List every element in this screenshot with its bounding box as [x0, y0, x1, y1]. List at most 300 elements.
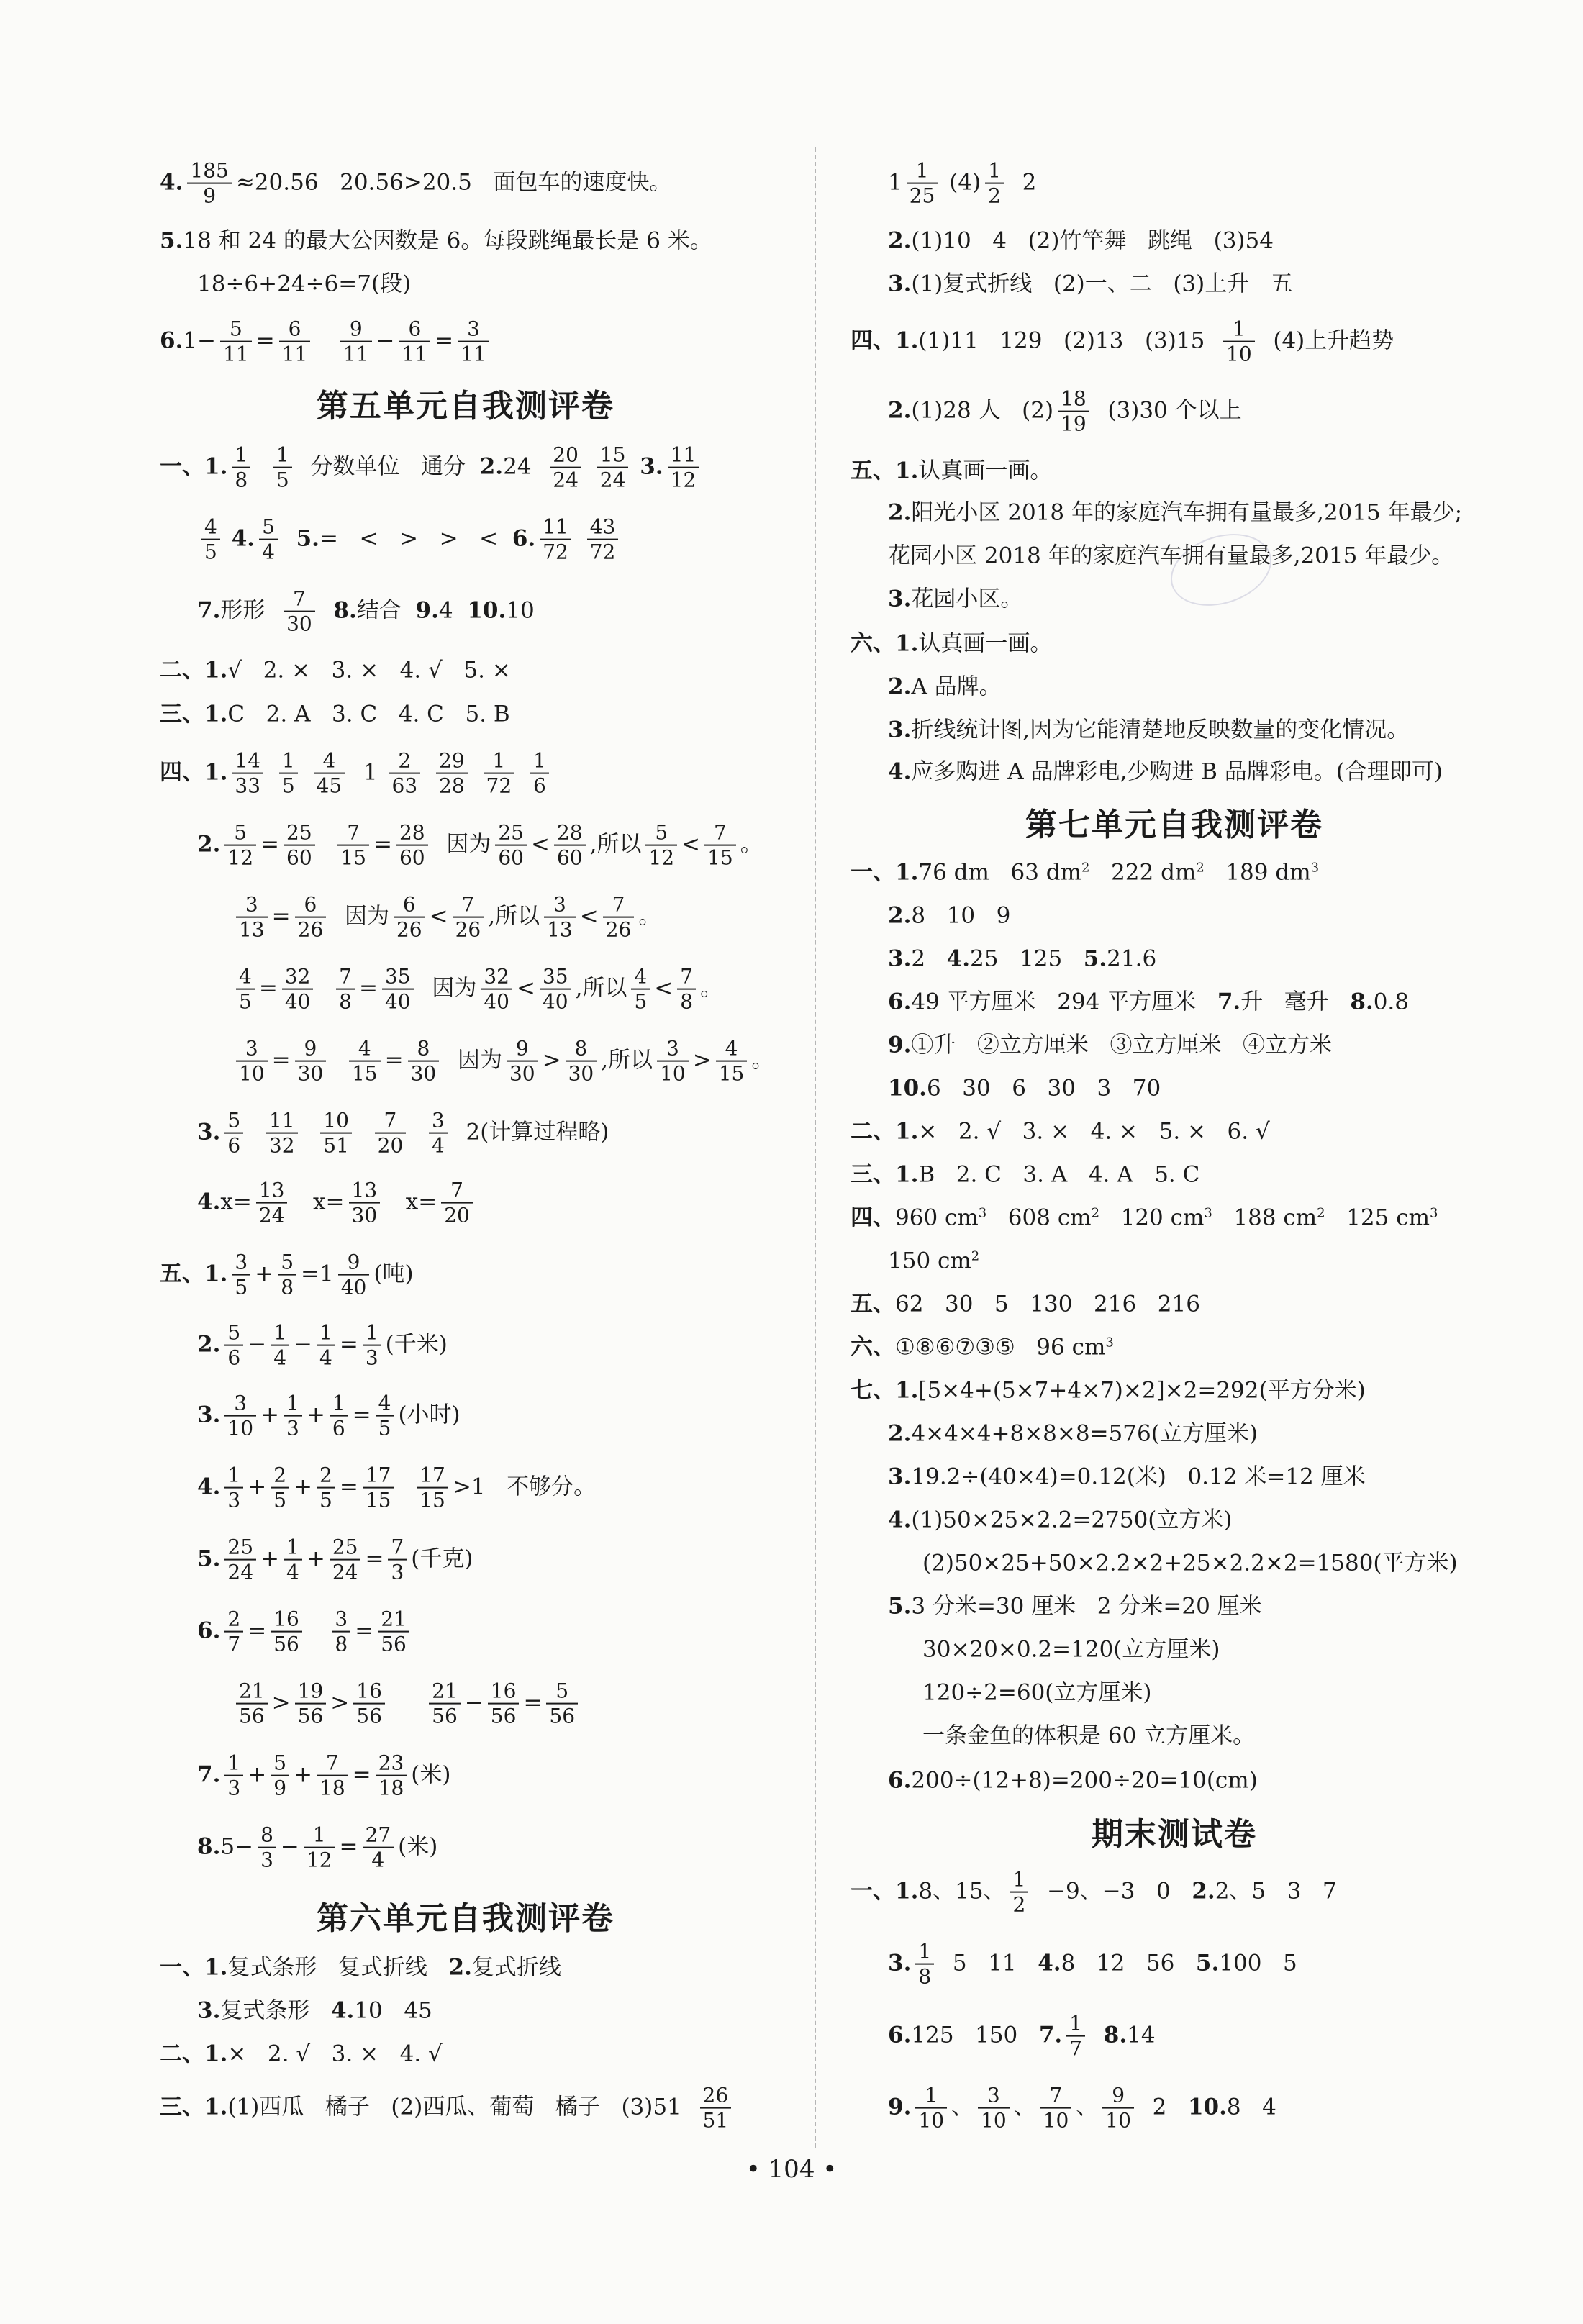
numerator: 17: [363, 1465, 394, 1489]
answer-text: 200÷(12+8)=200÷20=10(cm): [911, 1767, 1258, 1794]
answer-text: 19.2÷(40×4)=0.12(米) 0.12 米=12 厘米: [911, 1463, 1366, 1490]
denominator: 15: [365, 1489, 391, 1512]
numerator: 1: [279, 750, 298, 774]
numerator: 7: [284, 589, 315, 612]
fraction: [544, 894, 576, 941]
fraction: [429, 1110, 448, 1157]
denominator: 51: [702, 2109, 729, 2133]
answer-text: [586, 454, 593, 480]
item-number: 10.: [467, 597, 507, 624]
answer-line: [851, 1204, 1438, 1231]
denominator: 11: [223, 342, 249, 366]
fraction: [1102, 2085, 1134, 2132]
fraction: [375, 1110, 407, 1157]
denominator: 60: [399, 846, 425, 870]
numerator: 8: [258, 1825, 276, 1848]
answer-text: ①⑧⑥⑦③⑤ 96 cm: [895, 1334, 1106, 1361]
answer-line: [197, 514, 622, 564]
denominator: 3: [260, 1848, 273, 1872]
answer-text: 结合: [356, 597, 416, 624]
numerator: 1: [224, 1753, 243, 1776]
fraction: [271, 1609, 302, 1656]
item-number: 2.: [197, 1331, 221, 1358]
answer-line: [197, 1322, 448, 1369]
answer-text: =: [248, 1617, 267, 1644]
answer-text: 8、15、: [918, 1878, 1006, 1905]
numerator: 20: [550, 445, 581, 468]
answer-text: (千米): [385, 1331, 448, 1358]
answer-text: =: [339, 1474, 358, 1500]
numerator: 5: [271, 1753, 289, 1776]
denominator: 6: [227, 1346, 241, 1370]
numerator: 25: [284, 822, 315, 846]
answer-line: [160, 1954, 561, 1981]
fraction: [201, 514, 220, 564]
fraction: [236, 1681, 268, 1728]
fraction: [295, 894, 327, 941]
answer-text: 0.8: [1373, 989, 1410, 1015]
answer-text: (2)50×25+50×2.2×2+25×2.2×2=1580(平方米): [922, 1550, 1458, 1576]
answer-line: [888, 717, 1410, 743]
answer-text: [472, 760, 479, 786]
superscript: 3: [1105, 1335, 1114, 1351]
answer-line: [160, 227, 712, 254]
answer-text: 1−: [183, 327, 217, 354]
numerator: 1: [363, 1322, 381, 1346]
fraction: [587, 514, 619, 564]
denominator: 4: [273, 1346, 287, 1370]
numerator: 1: [317, 1322, 335, 1346]
section-heading: 期末测试卷: [1092, 1816, 1257, 1853]
answer-line: [888, 1420, 1258, 1447]
answer-text: [282, 526, 296, 552]
answer-text: +: [294, 1474, 312, 1500]
numerator: 11: [540, 517, 571, 540]
denominator: 7: [1069, 2037, 1083, 2061]
fraction: [657, 1038, 689, 1085]
denominator: 72: [589, 540, 616, 564]
numerator: 5: [259, 517, 278, 540]
numerator: 16: [271, 1609, 302, 1633]
answer-line: [851, 630, 1053, 657]
answer-text: +: [248, 1474, 267, 1500]
answer-text: −: [294, 1331, 312, 1358]
answer-text: 形形: [220, 597, 280, 624]
fraction: [453, 894, 484, 941]
item-number: 三、1.: [160, 2094, 228, 2120]
numerator: 5: [278, 1252, 296, 1276]
answer-line: [197, 1997, 432, 2024]
answer-text: [349, 760, 356, 786]
column-divider: [815, 147, 816, 2148]
item-number: 四、1.: [160, 759, 228, 786]
numerator: 13: [349, 1180, 381, 1204]
answer-text: +: [294, 1761, 312, 1788]
numerator: 11: [266, 1110, 298, 1134]
numerator: 1: [330, 1393, 348, 1417]
answer-text: 5−: [220, 1833, 254, 1860]
answer-text: [255, 454, 269, 480]
fraction: [220, 319, 252, 366]
answer-line: [851, 1161, 1200, 1188]
numerator: 4: [236, 966, 255, 990]
fraction: [349, 1180, 381, 1227]
numerator: 7: [677, 966, 696, 990]
answer-text: × 2. √ 3. × 4. × 5. × 6. √: [918, 1118, 1270, 1145]
answer-line: [888, 2085, 1276, 2132]
denominator: 26: [455, 918, 481, 942]
answer-text: 2、5 3 7: [1215, 1878, 1337, 1905]
answer-text: 2: [1007, 169, 1037, 196]
item-number: 5.: [888, 1593, 912, 1620]
numerator: 1: [915, 2085, 947, 2109]
section-heading: 第五单元自我测评卷: [317, 388, 614, 425]
answer-text: A 品牌。: [911, 673, 1002, 700]
fraction: [282, 966, 314, 1013]
answer-text: +: [306, 1545, 325, 1572]
answer-line: [160, 1252, 414, 1299]
answer-text: 10: [506, 597, 535, 624]
item-number: 4.: [1038, 1950, 1061, 1976]
answer-text: >: [271, 1689, 291, 1716]
fraction: [232, 1252, 250, 1299]
denominator: 51: [323, 1134, 349, 1158]
item-number: 3.: [888, 717, 912, 743]
item-number: 8.: [1350, 989, 1374, 1015]
answer-text: 折线统计图,因为它能清楚地反映数量的变化情况。: [911, 717, 1410, 743]
answer-text: [418, 976, 432, 1002]
fraction: [224, 1537, 256, 1584]
denominator: 15: [351, 1062, 378, 1086]
answer-text: x=: [220, 1189, 252, 1215]
fraction: [716, 1038, 748, 1085]
denominator: 10: [981, 2109, 1007, 2133]
answer-line: [851, 1118, 1270, 1145]
fraction: [915, 2085, 947, 2132]
numerator: 3: [236, 894, 268, 918]
item-number: 5.: [1195, 1950, 1220, 1976]
numerator: 6: [279, 319, 311, 342]
denominator: 3: [365, 1346, 378, 1370]
item-number: 二、1.: [851, 1118, 919, 1145]
superscript: 2: [1091, 1205, 1100, 1221]
answer-text: 24: [503, 453, 546, 480]
denominator: 11: [461, 342, 486, 366]
answer-text: =: [255, 327, 275, 354]
fraction: [284, 822, 315, 869]
answer-line: [922, 1550, 1458, 1576]
answer-text: =: [359, 975, 378, 1002]
numerator: 43: [587, 517, 619, 540]
answer-text: +: [306, 1402, 325, 1428]
numerator: 7: [337, 822, 369, 846]
numerator: 25: [224, 1537, 256, 1561]
item-number: 10.: [1187, 2094, 1227, 2120]
item-number: 6.: [888, 1767, 912, 1794]
answer-text: B 2. C 3. A 4. A 5. C: [918, 1161, 1200, 1188]
answer-line: [232, 1038, 774, 1085]
answer-text: [307, 1618, 328, 1644]
item-number: 3.: [197, 1402, 221, 1428]
answer-text: (1)11 129 (2)13 (3)15: [918, 327, 1220, 354]
fraction: [484, 750, 515, 797]
fraction: [317, 1753, 348, 1799]
answer-text: ,所以: [488, 903, 540, 930]
numerator: 1: [907, 160, 938, 184]
denominator: 60: [556, 846, 583, 870]
answer-line: [197, 1537, 473, 1584]
answer-text: 、: [1013, 2094, 1036, 2120]
answer-text: 复式条形 复式折线: [227, 1954, 449, 1981]
answer-line: [888, 1075, 1161, 1102]
answer-text: =: [260, 831, 279, 858]
answer-line: [888, 227, 1274, 254]
answer-line: [888, 586, 1023, 612]
item-number: 6.: [512, 525, 536, 552]
numerator: 2: [389, 750, 421, 774]
answer-text: =: [258, 975, 278, 1002]
answer-text: [452, 1120, 466, 1145]
answer-line: [197, 1393, 461, 1440]
denominator: 10: [660, 1062, 686, 1086]
numerator: 29: [436, 750, 468, 774]
denominator: 7: [227, 1633, 241, 1656]
answer-text: × 2. √ 3. × 4. √: [227, 2041, 443, 2067]
denominator: 24: [553, 468, 579, 492]
answer-line: [197, 1753, 450, 1799]
answer-text: x=: [384, 1189, 437, 1215]
answer-line: [851, 319, 1394, 366]
numerator: 16: [353, 1681, 385, 1705]
numerator: 1: [232, 445, 250, 468]
item-number: 七、1.: [851, 1377, 919, 1404]
item-number: 3.: [888, 1463, 912, 1490]
answer-line: [888, 991, 1409, 1014]
numerator: 23: [376, 1753, 407, 1776]
numerator: 13: [256, 1180, 288, 1204]
denominator: 26: [297, 918, 324, 942]
denominator: 56: [432, 1705, 458, 1728]
fraction: [363, 1465, 394, 1512]
answer-line: [851, 1869, 1337, 1916]
answer-text: 125 150: [911, 2022, 1039, 2048]
denominator: 30: [568, 1062, 594, 1086]
answer-text: ①升 ②立方厘米 ③立方厘米 ④立方米: [911, 1032, 1333, 1058]
answer-line: [160, 319, 494, 366]
item-number: 3.: [197, 1119, 221, 1145]
denominator: 63: [391, 774, 418, 798]
numerator: 7: [1040, 2085, 1072, 2109]
denominator: 24: [332, 1561, 358, 1584]
denominator: 6: [533, 774, 546, 798]
fraction: [187, 160, 231, 207]
answer-text: 分数单位 通分: [296, 453, 480, 480]
fraction: [295, 1681, 327, 1728]
answer-line: [888, 160, 1036, 207]
fraction: [645, 822, 677, 869]
answer-text: >: [330, 1689, 350, 1716]
answer-line: [888, 1507, 1233, 1533]
item-number: 3.: [197, 1997, 221, 2024]
answer-text: [576, 526, 583, 552]
answer-line: [232, 966, 722, 1013]
answer-text: 因为: [446, 831, 491, 858]
answer-text: =: [339, 1833, 358, 1860]
numerator: 28: [554, 822, 586, 846]
item-number: 2.: [448, 1954, 472, 1981]
item-number: 五、: [851, 1291, 895, 1317]
numerator: 5: [645, 822, 677, 846]
answer-text: 5 11: [938, 1950, 1038, 1976]
denominator: 40: [284, 990, 311, 1014]
answer-text: [302, 1120, 317, 1145]
fraction: [224, 1465, 243, 1512]
denominator: 20: [377, 1134, 404, 1158]
answer-text: ≈20.56 20.56>20.5 面包车的速度快。: [235, 169, 672, 196]
item-number: 10.: [888, 1075, 927, 1102]
numerator: 35: [382, 966, 414, 990]
denominator: 19: [1061, 412, 1087, 436]
fraction: [978, 2085, 1010, 2132]
fraction: [668, 442, 699, 492]
denominator: 5: [235, 1276, 248, 1299]
numerator: 4: [631, 966, 650, 990]
item-number: 4.: [946, 945, 971, 972]
item-number: 一、1.: [851, 859, 919, 886]
item-number: 8.: [333, 597, 357, 624]
fraction: [376, 1393, 394, 1440]
denominator: 4: [371, 1848, 385, 1872]
answer-text: =: [384, 1047, 404, 1074]
numerator: 1: [273, 445, 292, 468]
fraction: [236, 1038, 268, 1085]
answer-text: 花园小区。: [911, 586, 1023, 612]
denominator: 4: [319, 1346, 332, 1370]
numerator: 3: [544, 894, 576, 918]
fraction: [915, 1941, 934, 1988]
fraction: [317, 1322, 335, 1369]
fraction: [224, 822, 256, 869]
fraction: [481, 966, 512, 1013]
fraction: [1058, 386, 1089, 436]
denominator: 15: [419, 1489, 445, 1512]
answer-line: [197, 822, 763, 869]
denominator: 13: [239, 918, 265, 942]
answer-line: [888, 1593, 1262, 1620]
fraction: [236, 966, 255, 1013]
item-number: 六、1.: [851, 630, 919, 657]
fraction: [677, 966, 696, 1013]
answer-line: [888, 902, 1011, 929]
numerator: 3: [236, 1038, 268, 1062]
answer-line: [888, 2013, 1156, 2060]
answer-text: (3)30 个以上: [1093, 397, 1242, 424]
answer-text: +: [255, 1261, 274, 1287]
denominator: 12: [670, 468, 697, 492]
answer-text: 18÷6+24÷6=7(段): [197, 271, 412, 297]
fraction: [236, 894, 268, 941]
answer-line: [922, 1722, 1256, 1749]
answer-text: 因为: [344, 903, 389, 930]
fraction: [389, 750, 421, 797]
fraction: [340, 319, 372, 366]
denominator: 2: [988, 184, 1001, 208]
answer-text: <: [516, 975, 535, 1002]
fraction: [330, 1537, 361, 1584]
denominator: 28: [439, 774, 465, 798]
answer-text: [519, 760, 526, 786]
answer-text: 2: [1138, 2094, 1188, 2120]
fraction: [408, 1038, 440, 1085]
denominator: 40: [340, 1276, 367, 1299]
answer-line: [197, 586, 535, 636]
fraction: [363, 1322, 381, 1369]
answer-text: 21.6: [1107, 945, 1157, 972]
fraction: [376, 1753, 407, 1799]
numerator: 3: [429, 1110, 448, 1134]
numerator: 2: [271, 1465, 289, 1489]
fraction: [597, 442, 629, 492]
denominator: 5: [378, 1417, 391, 1440]
item-number: 2.: [479, 453, 504, 480]
fraction: [332, 1609, 350, 1656]
fraction: [985, 160, 1004, 207]
fraction: [603, 894, 635, 941]
answer-text: −: [248, 1331, 267, 1358]
denominator: 10: [227, 1417, 254, 1440]
numerator: 7: [317, 1753, 348, 1776]
numerator: 2: [224, 1609, 243, 1633]
superscript: 3: [1310, 860, 1320, 876]
answer-text: ,所以: [589, 831, 642, 858]
fraction: [566, 1038, 597, 1085]
answer-text: <: [654, 975, 673, 1002]
numerator: 1: [1010, 1869, 1029, 1893]
answer-text: C 2. A 3. C 4. C 5. B: [227, 701, 510, 727]
item-number: 2.: [888, 902, 912, 929]
fraction: [271, 1465, 289, 1512]
denominator: 4: [262, 540, 275, 564]
numerator: 6: [295, 894, 327, 918]
answer-line: [232, 894, 661, 941]
fraction: [224, 1110, 243, 1157]
numerator: 27: [363, 1825, 394, 1848]
numerator: 11: [668, 445, 699, 468]
item-number: 7.: [1038, 2022, 1063, 2048]
denominator: 3: [391, 1561, 404, 1584]
answer-text: 608 cm: [986, 1204, 1092, 1231]
answer-text: =: [352, 1761, 371, 1788]
answer-line: [851, 460, 1052, 483]
denominator: 56: [273, 1633, 299, 1656]
fraction: [396, 822, 428, 869]
item-number: 三、1.: [160, 701, 228, 727]
answer-text: (米): [398, 1833, 438, 1860]
item-number: 6.: [160, 327, 183, 354]
item-number: 5.: [296, 525, 319, 552]
numerator: 5: [224, 822, 256, 846]
item-number: 四、1.: [851, 327, 919, 354]
numerator: 7: [441, 1180, 473, 1204]
answer-text: [268, 760, 275, 786]
numerator: 4: [376, 1393, 394, 1417]
numerator: 32: [481, 966, 512, 990]
answer-text: 4: [438, 597, 468, 624]
numerator: 1: [224, 1465, 243, 1489]
denominator: 56: [381, 1633, 407, 1656]
answer-line: [851, 1291, 1200, 1317]
answer-text: 因为: [432, 975, 477, 1002]
